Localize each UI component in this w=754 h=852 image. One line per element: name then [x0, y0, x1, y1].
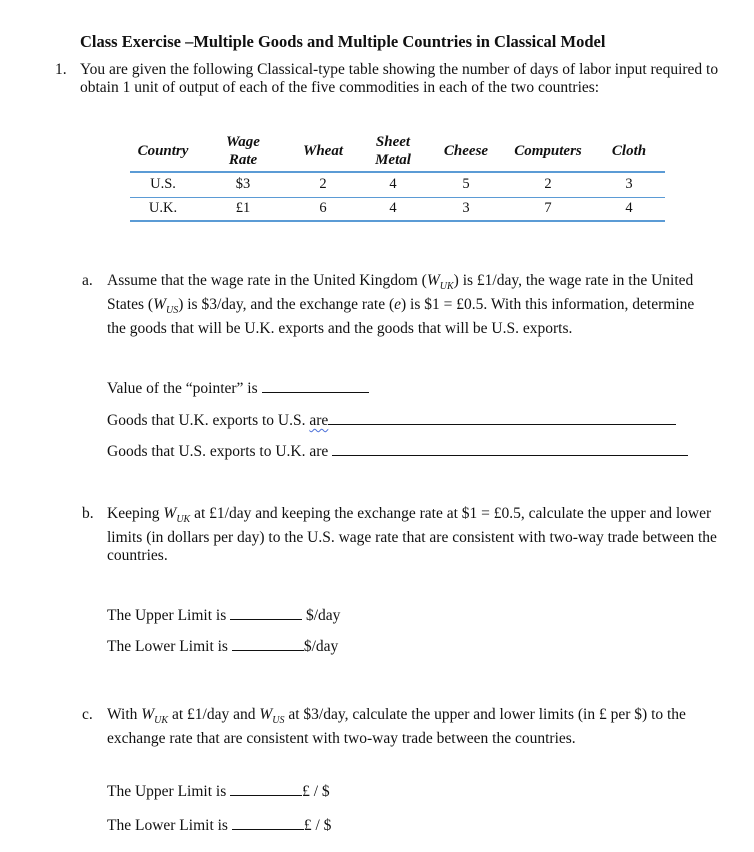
c-lower-label: The Lower Limit is [107, 817, 228, 834]
uk-exports-label: Goods that U.K. exports to U.S. [107, 412, 306, 429]
us-exports-row [107, 443, 688, 461]
b-upper-row [107, 607, 340, 625]
part-c-text-3: at $3/day, calculate the upper and lower limits (in £ per $) to the exchange rate that are consistent with two-way trade between the countries. [107, 706, 686, 748]
header-sheet-metal [360, 133, 426, 169]
b-upper-blank[interactable] [230, 618, 302, 620]
us-exports-blank[interactable] [332, 454, 688, 456]
cell-computers: 7 [544, 200, 552, 216]
cell-country: U.K. [148, 200, 178, 216]
cell-sheet-metal: 4 [389, 200, 397, 216]
w-symbol: W [426, 272, 440, 289]
us-subscript: US [165, 305, 179, 317]
cell-wheat: 6 [319, 200, 327, 216]
c-upper-blank[interactable] [230, 794, 302, 796]
cell-cheese: 5 [462, 176, 470, 192]
header-sheet-line1: Sheet [375, 134, 411, 150]
part-a-text-1: Assume that the wage rate in the United Kingdom ( [107, 272, 427, 289]
header-wheat: Wheat [302, 143, 343, 159]
c-lower-blank[interactable] [232, 828, 304, 830]
part-c-letter: c. [82, 706, 93, 723]
question-number: 1. [55, 61, 67, 78]
uk-exports-blank[interactable] [328, 423, 676, 425]
cell-cloth: 4 [625, 200, 633, 216]
cell-cheese: 3 [462, 200, 470, 216]
uk-subscript: UK [439, 281, 454, 293]
b-upper-label: The Upper Limit is [107, 607, 227, 624]
part-b-text-1: Keeping [107, 505, 164, 522]
c-lower-unit: £ / $ [303, 817, 332, 834]
cell-country: U.S. [150, 176, 176, 192]
us-subscript: US [272, 715, 285, 727]
pointer-row [107, 380, 369, 398]
question-text: You are given the following Classical-type table showing the number of days of labor input required to obtain 1 unit of output of each of the five commodities in each of the two countries: [80, 61, 719, 96]
part-c-text [107, 706, 717, 748]
c-upper-row [107, 783, 330, 801]
uk-subscript: UK [154, 715, 169, 727]
part-a-text-4: ) is $1 = £0.5. With this information, determine the goods that will be U.K. exports and the goods that will be U.S. exports. [107, 296, 695, 338]
uk-exports-are: are [309, 412, 329, 429]
part-c-text-2: at £1/day and [168, 706, 260, 723]
header-cloth: Cloth [611, 143, 647, 159]
part-c-text-1: With [107, 706, 142, 723]
w-symbol: W [163, 505, 177, 522]
header-wage-rate [210, 133, 276, 169]
header-sheet-line2: Metal [375, 152, 411, 168]
uk-exports-row [107, 412, 676, 430]
table-rule-bottom [130, 220, 665, 222]
b-lower-row [107, 638, 338, 656]
page-title: Class Exercise –Multiple Goods and Multiple Countries in Classical Model [80, 32, 606, 51]
b-upper-unit: $/day [306, 607, 341, 624]
c-lower-row [107, 817, 331, 835]
part-a-text [107, 272, 717, 338]
c-upper-label: The Upper Limit is [107, 783, 227, 800]
table-rule-top [130, 171, 665, 173]
w-symbol: W [259, 706, 273, 723]
us-exports-label: Goods that U.S. exports to U.K. are [107, 443, 329, 460]
header-country: Country [137, 143, 189, 159]
cell-computers: 2 [544, 176, 552, 192]
b-lower-unit: $/day [303, 638, 339, 655]
part-b-text-2: at £1/day and keeping the exchange rate at $1 = £0.5, calculate the upper and lower limits (in dollars per day) to the U.S. wage rate that are consistent with two-way trade between the countries. [107, 505, 717, 565]
part-a-text-2: ) is £1/day, the wage rate in the United States ( [107, 272, 694, 314]
header-wage-line1: Wage [226, 134, 260, 150]
e-symbol: e [394, 296, 402, 314]
w-symbol: W [141, 706, 155, 723]
part-b-letter: b. [82, 505, 94, 522]
part-b-text [107, 505, 717, 565]
cell-wheat: 2 [319, 176, 327, 192]
w-symbol: W [153, 296, 166, 314]
part-a-letter: a. [82, 272, 93, 289]
header-wage-line2: Rate [228, 152, 258, 168]
pointer-blank[interactable] [262, 391, 369, 393]
part-a-text-3: ) is $3/day, and the exchange rate ( [178, 296, 395, 314]
cell-wage: £1 [235, 200, 251, 216]
table-rule-middle [130, 197, 665, 198]
cell-cloth: 3 [625, 176, 633, 192]
b-lower-blank[interactable] [232, 649, 304, 651]
header-cheese: Cheese [443, 143, 489, 159]
c-upper-unit: £ / $ [302, 783, 330, 800]
cell-sheet-metal: 4 [389, 176, 397, 192]
header-computers: Computers [514, 143, 582, 159]
cell-wage: $3 [235, 176, 251, 192]
b-lower-label: The Lower Limit is [107, 638, 228, 655]
pointer-label: Value of the “pointer” is [107, 380, 258, 397]
uk-subscript: UK [176, 514, 191, 526]
